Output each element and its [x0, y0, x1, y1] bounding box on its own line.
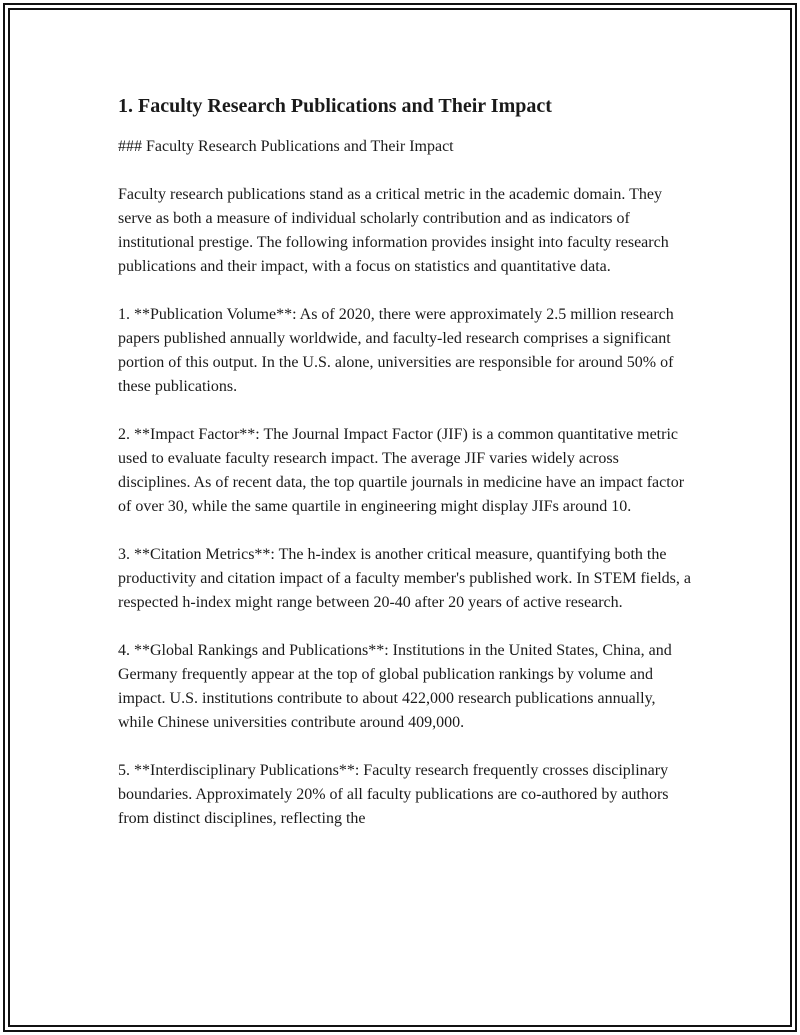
- document-title: 1. Faculty Research Publications and Their Impact: [118, 95, 552, 117]
- paragraph-intro: Faculty research publications stand as a critical metric in the academic domain. They serve as both a measure of individual scholarly contribution and as indicators of institutional prestige. The following information provides insight into faculty research publications and their impact, with a focus on statistics and quantitative data.: [118, 186, 669, 275]
- document-subheading: ### Faculty Research Publications and Their Impact: [118, 138, 454, 155]
- paragraph-publication-volume: 1. **Publication Volume**: As of 2020, there were approximately 2.5 million research papers published annually worldwide, and faculty-led research comprises a significant portion of this output. In the U.S. alone, universities are responsible for around 50% of these publications.: [118, 306, 674, 395]
- paragraph-interdisciplinary: 5. **Interdisciplinary Publications**: Faculty research frequently crosses disciplinary boundaries. Approximately 20% of all faculty publications are co-authored by authors from distinct disciplines, reflecting the: [118, 762, 669, 827]
- paragraph-impact-factor: 2. **Impact Factor**: The Journal Impact Factor (JIF) is a common quantitative metric used to evaluate faculty research impact. The average JIF varies widely across disciplines. As of recent data, the top quartile journals in medicine have an impact factor of over 30, while the same quartile in engineering might display JIFs around 10.: [118, 426, 685, 515]
- paragraph-citation-metrics: 3. **Citation Metrics**: The h-index is another critical measure, quantifying both the productivity and citation impact of a faculty member's published work. In STEM fields, a respected h-index might range between 20-40 after 20 years of active research.: [118, 546, 691, 611]
- document-body: [118, 92, 693, 831]
- paragraph-global-rankings: 4. **Global Rankings and Publications**: Institutions in the United States, China, and Germany frequently appear at the top of global publication rankings by volume and impact. U.S. institutions contribute to about 422,000 research publications annually, while Chinese universities contribute around 409,000.: [118, 642, 672, 731]
